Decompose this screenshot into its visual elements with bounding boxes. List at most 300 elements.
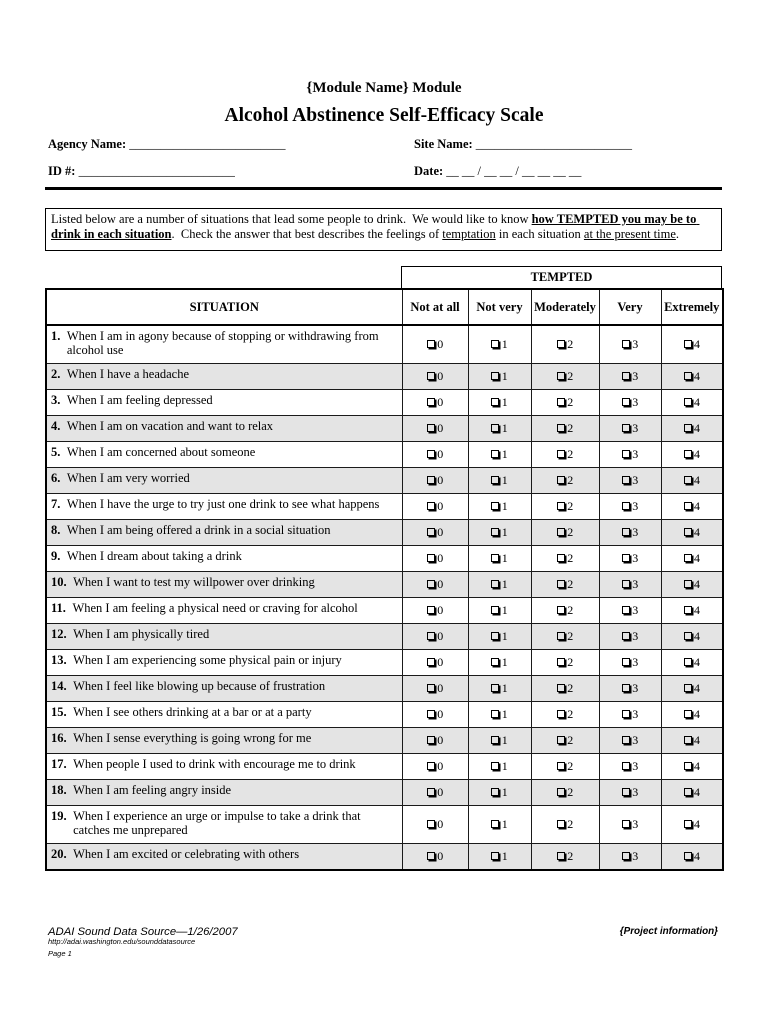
option-value: 3: [632, 421, 639, 435]
option-extremely[interactable]: [684, 369, 701, 383]
option-not-very[interactable]: [491, 603, 508, 617]
option-value: 4: [694, 707, 700, 721]
option-moderately[interactable]: [557, 655, 574, 669]
option-value: 4: [694, 369, 700, 383]
column-header-very: Very: [599, 289, 661, 325]
option-extremely[interactable]: [684, 551, 701, 565]
option-not-at-all[interactable]: [427, 447, 444, 461]
option-not-at-all[interactable]: [427, 499, 444, 513]
option-not-very[interactable]: [491, 817, 508, 831]
option-cell-very: [599, 546, 661, 572]
option-cell-extremely: [661, 494, 723, 520]
date-input[interactable]: __ __ / __ __ / __ __ __ __: [446, 164, 582, 178]
checkbox-icon[interactable]: [491, 788, 499, 796]
option-moderately[interactable]: [557, 447, 574, 461]
option-cell-extremely: [661, 598, 723, 624]
option-not-very[interactable]: [491, 849, 508, 863]
checkbox-icon[interactable]: [684, 424, 692, 432]
checkbox-icon[interactable]: [622, 554, 630, 562]
option-not-very[interactable]: [491, 395, 508, 409]
checkbox-icon[interactable]: [622, 398, 630, 406]
checkbox-icon[interactable]: [557, 684, 565, 692]
checkbox-icon[interactable]: [684, 340, 692, 348]
checkbox-icon[interactable]: [557, 398, 565, 406]
option-not-at-all[interactable]: [427, 395, 444, 409]
situation-cell: [46, 546, 402, 572]
option-extremely[interactable]: [684, 849, 701, 863]
option-not-at-all[interactable]: [427, 421, 444, 435]
option-cell-very: [599, 416, 661, 442]
checkbox-icon[interactable]: [622, 788, 630, 796]
option-extremely[interactable]: [684, 395, 701, 409]
situation-item: [51, 472, 394, 486]
option-cell-very: [599, 650, 661, 676]
option-not-at-all[interactable]: [427, 369, 444, 383]
checkbox-icon[interactable]: [491, 450, 499, 458]
checkbox-icon[interactable]: [427, 606, 435, 614]
checkbox-icon[interactable]: [557, 424, 565, 432]
checkbox-icon[interactable]: [427, 528, 435, 536]
checkbox-icon[interactable]: [427, 710, 435, 718]
checkbox-icon[interactable]: [684, 450, 692, 458]
option-not-at-all[interactable]: [427, 629, 444, 643]
option-very[interactable]: [622, 785, 639, 799]
checkbox-icon[interactable]: [557, 710, 565, 718]
checkbox-icon[interactable]: [622, 580, 630, 588]
option-moderately[interactable]: [557, 395, 574, 409]
checkbox-icon[interactable]: [622, 372, 630, 380]
option-not-at-all[interactable]: [427, 577, 444, 591]
option-very[interactable]: [622, 681, 639, 695]
option-not-very[interactable]: [491, 473, 508, 487]
footer-page-number: Page 1: [48, 949, 72, 958]
table-row: [46, 598, 723, 624]
checkbox-icon[interactable]: [684, 502, 692, 510]
option-moderately[interactable]: [557, 629, 574, 643]
option-cell-not-very: [468, 442, 531, 468]
option-extremely[interactable]: [684, 629, 701, 643]
option-very[interactable]: [622, 629, 639, 643]
situation-text: When I have a headache: [66, 367, 190, 381]
option-not-at-all[interactable]: [427, 337, 444, 351]
option-not-at-all[interactable]: [427, 759, 444, 773]
checkbox-icon[interactable]: [684, 820, 692, 828]
checkbox-icon[interactable]: [557, 528, 565, 536]
option-very[interactable]: [622, 707, 639, 721]
option-not-at-all[interactable]: [427, 603, 444, 617]
checkbox-icon[interactable]: [684, 658, 692, 666]
option-not-very[interactable]: [491, 681, 508, 695]
checkbox-icon[interactable]: [684, 372, 692, 380]
site-name-label: Site Name:: [414, 137, 473, 151]
option-not-at-all[interactable]: [427, 525, 444, 539]
checkbox-icon[interactable]: [491, 684, 499, 692]
checkbox-icon[interactable]: [427, 450, 435, 458]
checkbox-icon[interactable]: [557, 372, 565, 380]
option-value: 3: [632, 681, 639, 695]
option-cell-moderately: [531, 650, 599, 676]
option-extremely[interactable]: [684, 447, 701, 461]
option-value: 0: [437, 577, 444, 591]
checkbox-icon[interactable]: [557, 736, 565, 744]
table-row: [46, 806, 723, 844]
option-moderately[interactable]: [557, 473, 574, 487]
option-value: 3: [632, 707, 639, 721]
table-row: [46, 364, 723, 390]
option-extremely[interactable]: [684, 817, 701, 831]
option-value: 0: [437, 603, 444, 617]
checkbox-icon[interactable]: [427, 372, 435, 380]
checkbox-icon[interactable]: [491, 502, 499, 510]
option-not-very[interactable]: [491, 629, 508, 643]
date-label: Date:: [414, 164, 444, 178]
option-not-at-all[interactable]: [427, 707, 444, 721]
site-name-input[interactable]: _________________________: [475, 137, 633, 151]
header-divider: [45, 187, 722, 190]
option-very[interactable]: [622, 733, 639, 747]
checkbox-icon[interactable]: [427, 684, 435, 692]
checkbox-icon[interactable]: [622, 632, 630, 640]
checkbox-icon[interactable]: [427, 658, 435, 666]
checkbox-icon[interactable]: [557, 580, 565, 588]
checkbox-icon[interactable]: [557, 340, 565, 348]
checkbox-icon[interactable]: [491, 554, 499, 562]
table-row: [46, 624, 723, 650]
option-cell-moderately: [531, 572, 599, 598]
checkbox-icon[interactable]: [427, 554, 435, 562]
checkbox-icon[interactable]: [427, 736, 435, 744]
option-very[interactable]: [622, 395, 639, 409]
checkbox-icon[interactable]: [491, 580, 499, 588]
checkbox-icon[interactable]: [557, 632, 565, 640]
checkbox-icon[interactable]: [557, 606, 565, 614]
option-value: 2: [567, 499, 574, 513]
option-not-very[interactable]: [491, 369, 508, 383]
item-number: 5.: [51, 445, 61, 459]
option-very[interactable]: [622, 655, 639, 669]
option-not-at-all[interactable]: [427, 849, 444, 863]
item-number: 15.: [51, 705, 67, 719]
checkbox-icon[interactable]: [491, 340, 499, 348]
agency-name-field: [48, 136, 285, 152]
id-input[interactable]: _________________________: [78, 164, 235, 178]
option-cell-moderately: [531, 728, 599, 754]
option-not-at-all[interactable]: [427, 733, 444, 747]
option-value: 3: [632, 603, 639, 617]
situation-item: [51, 602, 394, 616]
option-not-at-all[interactable]: [427, 681, 444, 695]
option-very[interactable]: [622, 369, 639, 383]
option-value: 2: [567, 369, 574, 383]
option-extremely[interactable]: [684, 473, 701, 487]
option-moderately[interactable]: [557, 577, 574, 591]
situation-text: When I am feeling a physical need or craving for alcohol: [72, 601, 358, 615]
checkbox-icon[interactable]: [427, 632, 435, 640]
option-cell-not-at-all: [402, 650, 468, 676]
option-very[interactable]: [622, 551, 639, 565]
checkbox-icon[interactable]: [491, 398, 499, 406]
item-number: 11.: [51, 601, 66, 615]
situation-text: When I feel like blowing up because of frustration: [73, 679, 326, 693]
option-not-very[interactable]: [491, 785, 508, 799]
option-cell-extremely: [661, 325, 723, 364]
checkbox-icon[interactable]: [491, 820, 499, 828]
checkbox-icon[interactable]: [684, 554, 692, 562]
option-value: 3: [632, 848, 639, 863]
option-not-very[interactable]: [491, 421, 508, 435]
checkbox-icon[interactable]: [684, 710, 692, 718]
checkbox-icon[interactable]: [684, 632, 692, 640]
table-row: [46, 442, 723, 468]
checkbox-icon[interactable]: [557, 788, 565, 796]
checkbox-icon[interactable]: [427, 340, 435, 348]
option-value: 1: [501, 681, 508, 695]
option-extremely[interactable]: [684, 499, 701, 513]
checkbox-icon[interactable]: [622, 606, 630, 614]
option-value: 4: [694, 848, 700, 863]
checkbox-icon[interactable]: [622, 820, 630, 828]
agency-name-input[interactable]: _________________________: [129, 137, 286, 151]
checkbox-icon[interactable]: [491, 606, 499, 614]
option-very[interactable]: [622, 525, 639, 539]
option-value: 1: [501, 525, 508, 539]
checkbox-icon[interactable]: [427, 398, 435, 406]
option-value: 1: [501, 473, 508, 487]
checkbox-icon[interactable]: [557, 820, 565, 828]
option-moderately[interactable]: [557, 525, 574, 539]
item-number: 1.: [51, 329, 61, 343]
option-very[interactable]: [622, 577, 639, 591]
checkbox-icon[interactable]: [557, 502, 565, 510]
option-cell-moderately: [531, 844, 599, 870]
option-cell-not-at-all: [402, 572, 468, 598]
option-cell-not-at-all: [402, 442, 468, 468]
item-number: 7.: [51, 497, 61, 511]
option-cell-not-at-all: [402, 754, 468, 780]
option-cell-very: [599, 780, 661, 806]
checkbox-icon[interactable]: [491, 710, 499, 718]
option-extremely[interactable]: [684, 707, 701, 721]
situation-rows: [46, 325, 723, 870]
option-not-very[interactable]: [491, 447, 508, 461]
checkbox-icon[interactable]: [427, 580, 435, 588]
checkbox-icon[interactable]: [622, 710, 630, 718]
checkbox-icon[interactable]: [427, 852, 435, 860]
checkbox-icon[interactable]: [427, 762, 435, 770]
option-value: 0: [437, 395, 444, 409]
checkbox-icon[interactable]: [622, 684, 630, 692]
checkbox-icon[interactable]: [684, 736, 692, 744]
checkbox-icon[interactable]: [491, 476, 499, 484]
option-not-very[interactable]: [491, 707, 508, 721]
option-not-at-all[interactable]: [427, 785, 444, 799]
option-extremely[interactable]: [684, 603, 701, 617]
option-moderately[interactable]: [557, 421, 574, 435]
option-very[interactable]: [622, 421, 639, 435]
option-not-very[interactable]: [491, 655, 508, 669]
checkbox-icon[interactable]: [684, 788, 692, 796]
option-value: 4: [694, 603, 700, 617]
option-value: 2: [567, 655, 574, 669]
checkbox-icon[interactable]: [684, 580, 692, 588]
option-extremely[interactable]: [684, 655, 701, 669]
option-cell-very: [599, 468, 661, 494]
option-moderately[interactable]: [557, 551, 574, 565]
checkbox-icon[interactable]: [684, 476, 692, 484]
option-not-very[interactable]: [491, 525, 508, 539]
option-cell-not-very: [468, 325, 531, 364]
option-value: 1: [501, 551, 508, 565]
table-row: [46, 676, 723, 702]
checkbox-icon[interactable]: [622, 528, 630, 536]
checkbox-icon[interactable]: [622, 450, 630, 458]
situation-item: [51, 758, 394, 772]
checkbox-icon[interactable]: [622, 476, 630, 484]
option-not-very[interactable]: [491, 337, 508, 351]
option-very[interactable]: [622, 447, 639, 461]
option-very[interactable]: [622, 473, 639, 487]
checkbox-icon[interactable]: [622, 502, 630, 510]
column-header-moderately: Moderately: [531, 289, 599, 325]
option-not-very[interactable]: [491, 577, 508, 591]
checkbox-icon[interactable]: [622, 736, 630, 744]
checkbox-icon[interactable]: [491, 658, 499, 666]
situation-item: [51, 446, 394, 460]
checkbox-icon[interactable]: [491, 632, 499, 640]
checkbox-icon[interactable]: [684, 852, 692, 860]
checkbox-icon[interactable]: [427, 788, 435, 796]
table-row: [46, 754, 723, 780]
checkbox-icon[interactable]: [491, 852, 499, 860]
checkbox-icon[interactable]: [491, 424, 499, 432]
option-value: 0: [437, 337, 444, 351]
situation-text: When I am on vacation and want to relax: [66, 419, 274, 433]
option-moderately[interactable]: [557, 603, 574, 617]
option-moderately[interactable]: [557, 733, 574, 747]
option-not-very[interactable]: [491, 733, 508, 747]
checkbox-icon[interactable]: [557, 554, 565, 562]
option-moderately[interactable]: [557, 337, 574, 351]
instructions-text: .: [675, 227, 680, 241]
checkbox-icon[interactable]: [557, 852, 565, 860]
option-moderately[interactable]: [557, 817, 574, 831]
checkbox-icon[interactable]: [491, 736, 499, 744]
option-very[interactable]: [622, 337, 639, 351]
option-cell-moderately: [531, 468, 599, 494]
option-moderately[interactable]: [557, 369, 574, 383]
option-value: 2: [567, 421, 574, 435]
option-not-at-all[interactable]: [427, 655, 444, 669]
option-not-very[interactable]: [491, 759, 508, 773]
situation-text: When I am concerned about someone: [66, 445, 256, 459]
option-moderately[interactable]: [557, 681, 574, 695]
checkbox-icon[interactable]: [622, 340, 630, 348]
option-value: 1: [501, 337, 508, 351]
option-moderately[interactable]: [557, 499, 574, 513]
option-value: 2: [567, 337, 574, 351]
checkbox-icon[interactable]: [684, 762, 692, 770]
checkbox-icon[interactable]: [491, 528, 499, 536]
option-value: 0: [437, 369, 444, 383]
option-cell-very: [599, 754, 661, 780]
checkbox-icon[interactable]: [491, 372, 499, 380]
option-not-very[interactable]: [491, 499, 508, 513]
checkbox-icon[interactable]: [557, 450, 565, 458]
checkbox-icon[interactable]: [622, 852, 630, 860]
checkbox-icon[interactable]: [684, 398, 692, 406]
option-extremely[interactable]: [684, 759, 701, 773]
checkbox-icon[interactable]: [684, 684, 692, 692]
option-value: 2: [567, 551, 574, 565]
option-very[interactable]: [622, 499, 639, 513]
option-value: 0: [437, 655, 444, 669]
checkbox-icon[interactable]: [427, 424, 435, 432]
checkbox-icon[interactable]: [427, 476, 435, 484]
option-value: 3: [632, 629, 639, 643]
option-cell-not-at-all: [402, 780, 468, 806]
option-extremely[interactable]: [684, 681, 701, 695]
table-row: [46, 546, 723, 572]
option-extremely[interactable]: [684, 337, 701, 351]
option-value: 2: [567, 525, 574, 539]
option-extremely[interactable]: [684, 577, 701, 591]
option-extremely[interactable]: [684, 785, 701, 799]
option-not-at-all[interactable]: [427, 473, 444, 487]
option-value: 1: [501, 395, 508, 409]
checkbox-icon[interactable]: [427, 820, 435, 828]
checkbox-icon[interactable]: [427, 502, 435, 510]
table-row: [46, 494, 723, 520]
option-cell-not-at-all: [402, 676, 468, 702]
option-not-at-all[interactable]: [427, 817, 444, 831]
situation-cell: [46, 520, 402, 546]
option-moderately[interactable]: [557, 759, 574, 773]
option-value: 1: [501, 629, 508, 643]
checkbox-icon[interactable]: [622, 762, 630, 770]
option-not-very[interactable]: [491, 551, 508, 565]
checkbox-icon[interactable]: [557, 658, 565, 666]
checkbox-icon[interactable]: [491, 762, 499, 770]
option-extremely[interactable]: [684, 733, 701, 747]
self-efficacy-table: [45, 288, 724, 871]
option-cell-extremely: [661, 364, 723, 390]
option-value: 1: [501, 785, 508, 799]
option-moderately[interactable]: [557, 707, 574, 721]
checkbox-icon[interactable]: [622, 424, 630, 432]
option-very[interactable]: [622, 603, 639, 617]
option-very[interactable]: [622, 849, 639, 863]
situation-cell: [46, 416, 402, 442]
item-number: 12.: [51, 627, 67, 641]
option-cell-moderately: [531, 416, 599, 442]
option-not-at-all[interactable]: [427, 551, 444, 565]
option-moderately[interactable]: [557, 849, 574, 863]
checkbox-icon[interactable]: [557, 762, 565, 770]
option-value: 4: [694, 551, 700, 565]
option-very[interactable]: [622, 817, 639, 831]
option-moderately[interactable]: [557, 785, 574, 799]
checkbox-icon[interactable]: [684, 528, 692, 536]
option-extremely[interactable]: [684, 421, 701, 435]
option-cell-very: [599, 702, 661, 728]
checkbox-icon[interactable]: [622, 658, 630, 666]
option-extremely[interactable]: [684, 525, 701, 539]
checkbox-icon[interactable]: [557, 476, 565, 484]
checkbox-icon[interactable]: [684, 606, 692, 614]
option-cell-moderately: [531, 676, 599, 702]
option-very[interactable]: [622, 759, 639, 773]
option-cell-very: [599, 520, 661, 546]
